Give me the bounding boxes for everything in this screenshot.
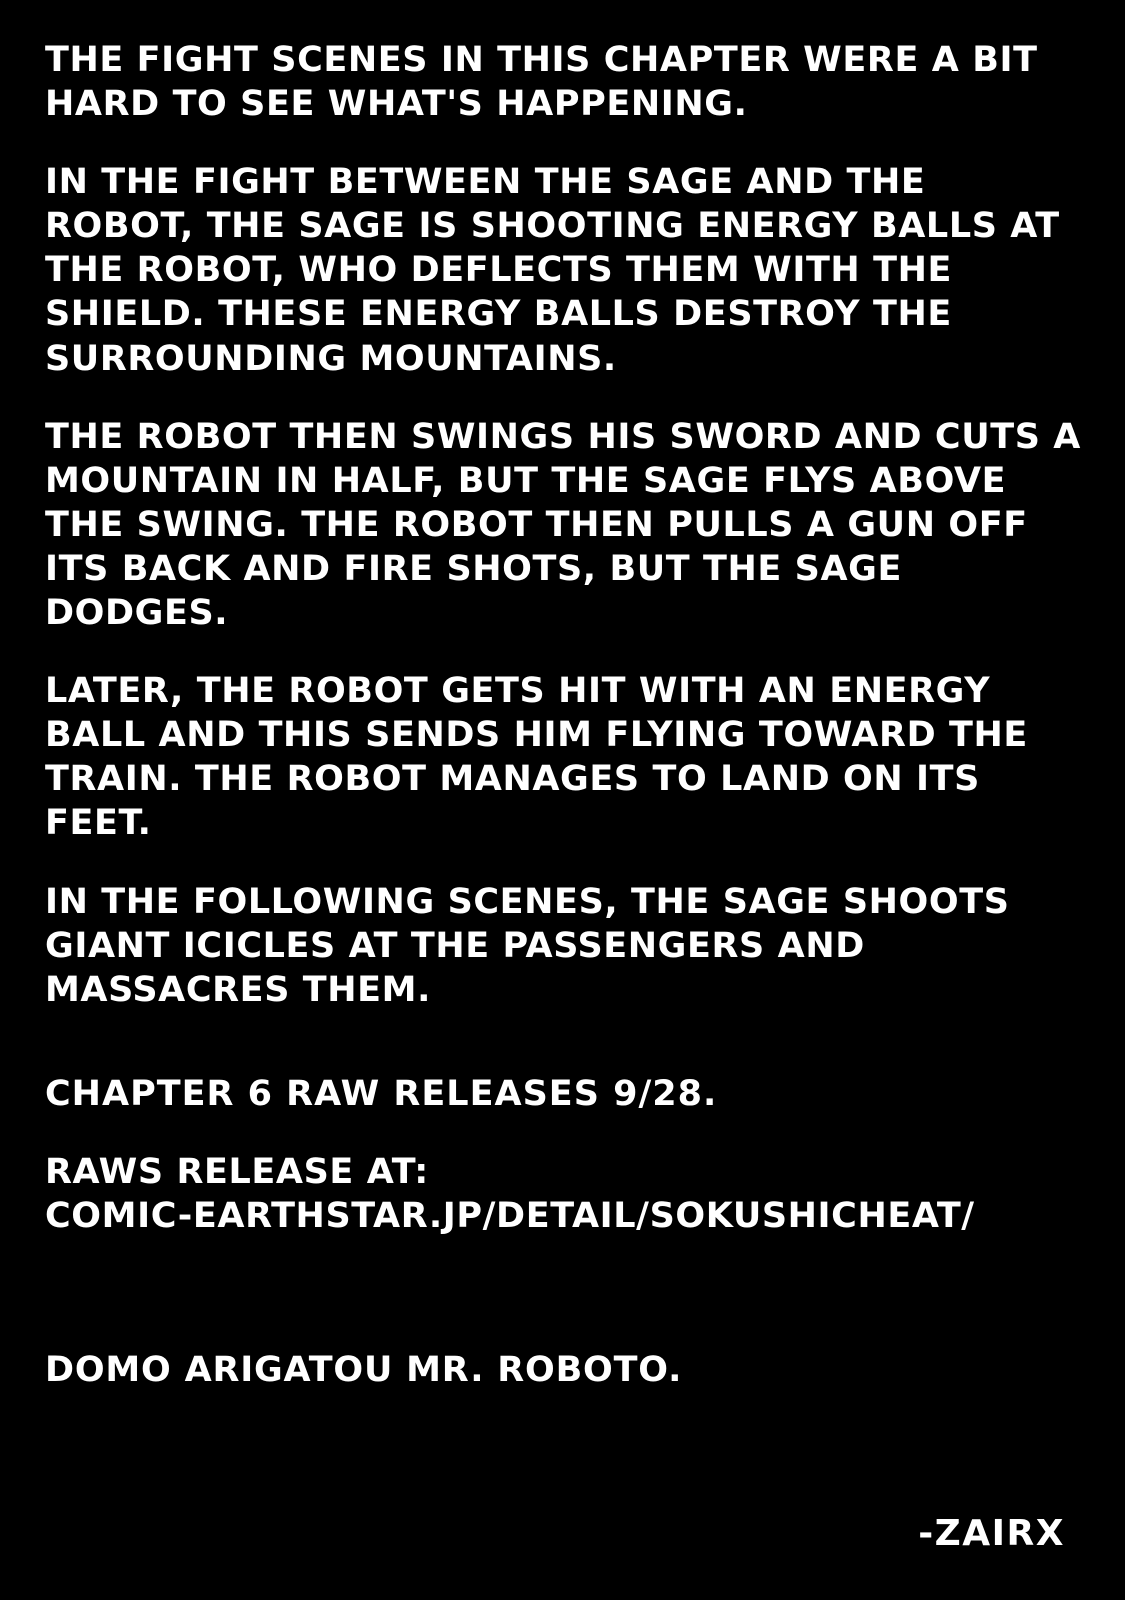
raws-release-url[interactable]: COMIC-EARTHSTAR.JP/DETAIL/SOKUSHICHEAT/ <box>45 1195 975 1236</box>
release-announcement: CHAPTER 6 RAW RELEASES 9/28. <box>45 1073 718 1114</box>
note-paragraph-4: LATER, THE ROBOT GETS HIT WITH AN ENERGY BALL AND THIS SENDS HIM FLYING TOWARD THE TRAIN. THE ROBOT MANAGES TO LAND ON ITS FEET. <box>45 671 1028 844</box>
note-paragraph-2: IN THE FIGHT BETWEEN THE SAGE AND THE ROBOT, THE SAGE IS SHOOTING ENERGY BALLS AT THE ROBOT, WHO DEFLECTS THEM WITH THE SHIELD. THESE ENERGY BALLS DESTROY THE SURROUNDING MOUNTAINS. <box>45 162 1060 379</box>
raws-release-label: RAWS RELEASE AT: <box>45 1151 429 1192</box>
section-spacer <box>45 1046 1085 1072</box>
signature: -ZAIRX <box>918 1513 1065 1554</box>
note-paragraph-5: IN THE FOLLOWING SCENES, THE SAGE SHOOTS GIANT ICICLES AT THE PASSENGERS AND MASSACRES THEM. <box>45 881 1010 1010</box>
note-body <box>45 38 1085 1272</box>
note-paragraph-3: THE ROBOT THEN SWINGS HIS SWORD AND CUTS A MOUNTAIN IN HALF, BUT THE SAGE FLYS ABOVE THE SWING. THE ROBOT THEN PULLS A GUN OFF ITS BACK AND FIRE SHOTS, BUT THE SAGE DODGES. <box>45 416 1081 634</box>
note-paragraph-1: THE FIGHT SCENES IN THIS CHAPTER WERE A BIT HARD TO SEE WHAT'S HAPPENING. <box>45 40 1038 125</box>
raws-release-block <box>45 1150 1085 1238</box>
closing-line: DOMO ARIGATOU MR. ROBOTO. <box>45 1350 683 1390</box>
